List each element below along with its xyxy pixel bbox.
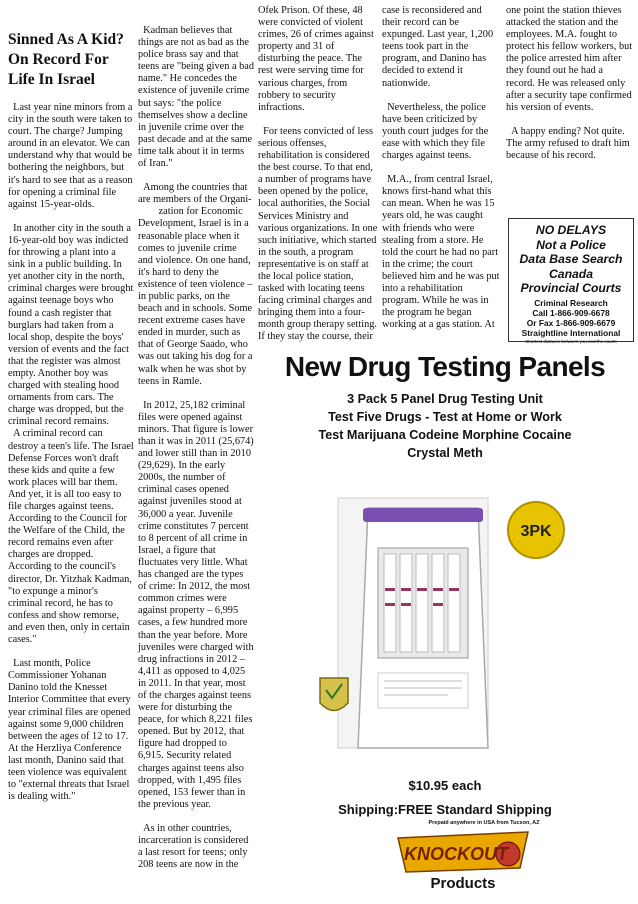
classified-line: NO DELAYS <box>535 223 607 237</box>
ad-title: New Drug Testing Panels <box>284 351 606 382</box>
paragraph: Last month, Police Commissioner Yohanan Danino told the Knesset Interior Committee that every year criminal files are opened against some 9,000 children between the ages of 12 to 17. At the Herzliya Conference last month, Danino said that teen violence was equivalent to "external threats that Israel is dealing with." <box>8 658 134 803</box>
classified-line: Provincial Courts <box>520 281 622 295</box>
drug-testing-ad <box>258 350 632 895</box>
paragraph: A criminal record can destroy a teen's life. The Israel Defense Forces won't draft these kids and quite a few work places will bar them. And yet, it is all too easy to file charges against teens. According to the Council for the Welfare of the Child, the record remains even after charges are dropped. According to the council's director, Dr. Yitzhak Kadman, "to expunge a minor's criminal record, he has to confess and show remorse, and even then, only in certain cases." <box>8 428 137 646</box>
article-column-4 <box>382 5 503 331</box>
paragraph: one point the station thieves attacked the station and the employees. M.A. fought to protect his fellow workers, but the police arrested him after they found out he had a record. He was released only after a security tape confirmed his version of events. <box>506 5 635 113</box>
ad-line: Test Five Drugs - Test at Home or Work <box>328 410 562 424</box>
paragraph: Among the countries that are members of the Organi- zation for Economic Development, Israel is in a reasonable place when it comes to juvenile crime and violence. On one hand, it's hard to deny the existence of teen violence – in public parks, on the beach and in schools. Some recent extreme cases have ended in murder, such as that of George Saado, who was out taking his dog for a walk when he was shot by teens in Ramle. <box>138 182 253 387</box>
article-headline: Sinned As A Kid? On Record For Life In Israel <box>8 31 124 88</box>
paragraph: In 2012, 25,182 criminal files were opened against minors. That figure is lower than it was in 2011 (25,674) and lower still than in 2010 (29,629). In the early 2000s, the number of criminal cases opened against juveniles stood at 36,000 a year. Juvenile crime constitutes 7 percent to 8 percent of all crime in Israel, a figure that fluctuates very little. What has changed are the types of crime: In 2012, the most common crimes were against property – 6,995 cases, a few hundred more than the year before. More juveniles were charged with drug infractions in 2012 – 4,411 as opposed to 4,025 in 2011. In that year, most of the charges against teens were for disturbing the peace, for which 8,221 files opened. But by 2012, that figure had dropped to 6,915. Security related charges against teens also dropped, with 1,495 files opened, 153 fewer than in the previous year. <box>138 399 257 810</box>
paragraph: As in other countries, incarceration is considered a last resort for teens; only 208 teens are now in the <box>138 822 251 871</box>
badge-text: 3PK <box>520 523 552 540</box>
paragraph: Ofek Prison. Of these, 48 were convicted of violent crimes, 26 of crimes against property and 31 of disturbing the peace. The rest were serving time for various charges, from robbery to security infractions. <box>258 5 377 113</box>
paragraph: Nevertheless, the police have been criticized by youth court judges for the ease with which they file charges against teens. <box>382 101 491 162</box>
paragraph: Kadman believes that things are not as bad as the police brass say and that teens are "being given a bad name." He concedes the existence of juvenile crime but says: "the police themselves show a decline in juvenile crime over the past decade and at the same time talk about it in terms of Iran." <box>138 25 257 170</box>
classified-line: Criminal Research <box>534 297 608 308</box>
classified-tagline: Shortest distance between you and the courts <box>525 338 617 344</box>
paragraph: case is reconsidered and their record can be expunged. Last year, 1,200 teens took part in the program, and Danino has decided to extend it nationwide. <box>382 5 496 89</box>
drug-test-cup-image <box>308 478 588 768</box>
ad-price: $10.95 each <box>408 778 482 793</box>
classified-company: Straightline International <box>521 327 621 338</box>
classified-line: Not a Police <box>536 237 606 252</box>
article-column-1 <box>8 30 137 870</box>
paragraph: Last year nine minors from a city in the south were taken to court. The charge? Jumping around in an elevator. We can understand why that would be bothering the neighbors, but it's hard to see that as a reason for opening a criminal file against 15-year-olds. <box>8 102 136 210</box>
3pk-badge <box>508 502 564 558</box>
classified-ad-box <box>508 218 634 342</box>
ad-shipping-note: Prepaid anywhere in USA from Tucson, AZ <box>428 820 540 826</box>
classified-phone: Call 1-866-909-6678 <box>532 307 610 318</box>
ad-line: Crystal Meth <box>407 446 483 460</box>
paragraph: A happy ending? Not quite. The army refused to draft him because of his record. <box>506 125 633 162</box>
shield-seal-icon <box>320 678 348 711</box>
knockout-products-logo <box>388 828 538 894</box>
logo-word: KNOCKOUT <box>404 844 508 864</box>
ad-line: 3 Pack 5 Panel Drug Testing Unit <box>347 392 543 406</box>
logo-subtitle: Products <box>430 875 496 892</box>
article-column-2 <box>138 25 257 875</box>
paragraph: For teens convicted of less serious offenses, rehabilitation is considered the best course. To that end, a number of programs have been opened by the police, local authorities, the Social Services Ministry and various organizations. In one such initiative, which started in the south, a program representative is on staff at the local police station, tasked with locating teens facing criminal charges and bringing them into a four-month group therapy setting. If they stay the course, their <box>258 125 380 343</box>
paragraph: M.A., from central Israel, knows first-hand what this can mean. When he was 15 years old, he was caught with friends who were stealing from a store. He told the court he had no part in the crime; the court believed him and he was put into a rehabilitation program. While he was in the program he began working at a gas station. At <box>382 174 503 331</box>
classified-line: Canada <box>548 266 594 281</box>
ad-shipping: Shipping:FREE Standard Shipping <box>338 802 552 817</box>
classified-line: Data Base Search <box>519 252 623 266</box>
article-column-3 <box>258 5 380 343</box>
article-column-5 <box>506 5 634 215</box>
ad-line: Test Marijuana Codeine Morphine Cocaine <box>318 428 572 442</box>
classified-fax: Or Fax 1-866-909-6679 <box>526 317 616 328</box>
paragraph: In another city in the south a 16-year-old boy was indicted for throwing a plant into a sink in a public building. In yet another city in the north, criminal charges were brought against teenage boys who found a cash register that burglars had taken from a local shop, despite the boys' version of events and the fact that the register was almost empty. Another boy was charged with stealing hood ornaments from cars. The charge was dropped, but the criminal record remains. <box>8 222 136 428</box>
